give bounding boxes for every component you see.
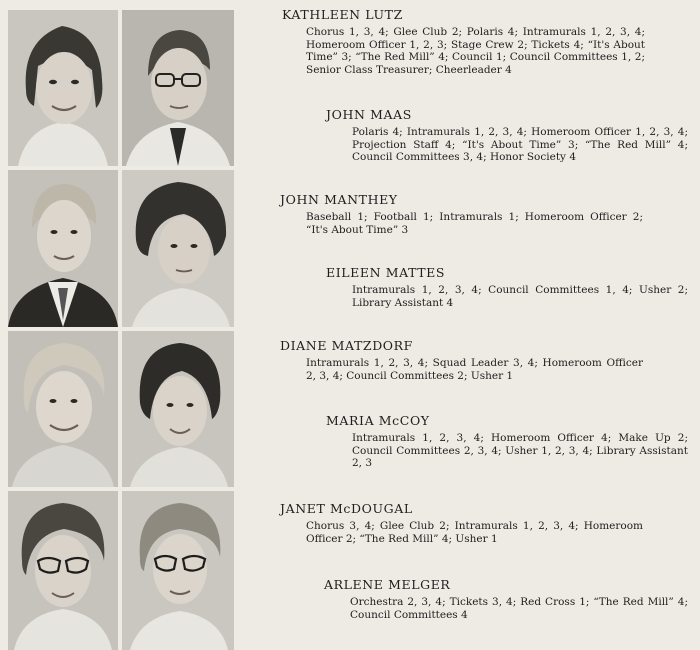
student-name: MARIA McCOY	[326, 413, 430, 428]
student-entry-john-manthey	[280, 193, 643, 236]
portrait-diane-matzdorf	[8, 331, 118, 487]
student-entry-eileen-mattes	[326, 266, 688, 309]
student-activities: Polaris 4; Intramurals 1, 2, 3, 4; Homeroom Officer 1, 2, 3, 4; Projection Staff 4; “It's About Time” 3; “The Red Mill” 4; Council Committees 3, 4; Honor Society 4	[352, 126, 688, 163]
student-name: JANET McDOUGAL	[280, 501, 413, 516]
student-activities: Chorus 1, 3, 4; Glee Club 2; Polaris 4; Intramurals 1, 2, 3, 4; Homeroom Officer 1, 2, 3; Stage Crew 2; Tickets 4; “It's About Time” 3; “The Red Mill” 4; Council 1; Council Committees 1, 2; Senior Class Treasurer; Cheerleader 4	[306, 26, 645, 76]
student-entry-kathleen-lutz	[282, 8, 645, 76]
student-name: ARLENE MELGER	[324, 577, 451, 592]
student-entry-john-maas	[326, 108, 688, 164]
portrait-kathleen-lutz	[8, 10, 118, 166]
student-activities: Baseball 1; Football 1; Intramurals 1; Homeroom Officer 2; “It's About Time” 3	[306, 211, 643, 236]
student-entry-arlene-melger	[324, 578, 688, 621]
student-name: EILEEN MATTES	[326, 265, 446, 280]
student-name: JOHN MAAS	[326, 107, 412, 122]
student-name: DIANE MATZDORF	[280, 338, 413, 353]
student-activities: Intramurals 1, 2, 3, 4; Homeroom Officer 4; Make Up 2; Council Committees 2, 3, 4; Usher 1, 2, 3, 4; Library Assistant 2, 3	[352, 432, 688, 469]
portrait-maria-mccoy	[122, 331, 234, 487]
student-entry-diane-matzdorf	[280, 339, 643, 382]
portrait-janet-mcdougal	[8, 491, 118, 650]
student-name: JOHN MANTHEY	[280, 192, 398, 207]
student-entry-janet-mcdougal	[280, 502, 643, 545]
student-name: KATHLEEN LUTZ	[282, 7, 403, 22]
student-activities: Intramurals 1, 2, 3, 4; Council Committees 1, 4; Usher 2; Library Assistant 4	[352, 284, 688, 309]
portrait-arlene-melger	[122, 491, 234, 650]
student-activities: Intramurals 1, 2, 3, 4; Squad Leader 3, 4; Homeroom Officer 2, 3, 4; Council Committees 2; Usher 1	[306, 357, 643, 382]
portrait-john-maas	[122, 10, 234, 166]
portrait-eileen-mattes	[122, 170, 234, 327]
student-activities: Chorus 3, 4; Glee Club 2; Intramurals 1, 2, 3, 4; Homeroom Officer 2; “The Red Mill” 4; Usher 1	[306, 520, 643, 545]
portrait-john-manthey	[8, 170, 118, 327]
student-entry-maria-mccoy	[326, 414, 688, 470]
student-activities: Orchestra 2, 3, 4; Tickets 3, 4; Red Cross 1; “The Red Mill” 4; Council Committees 4	[350, 596, 688, 621]
portrait-grid	[0, 0, 240, 650]
